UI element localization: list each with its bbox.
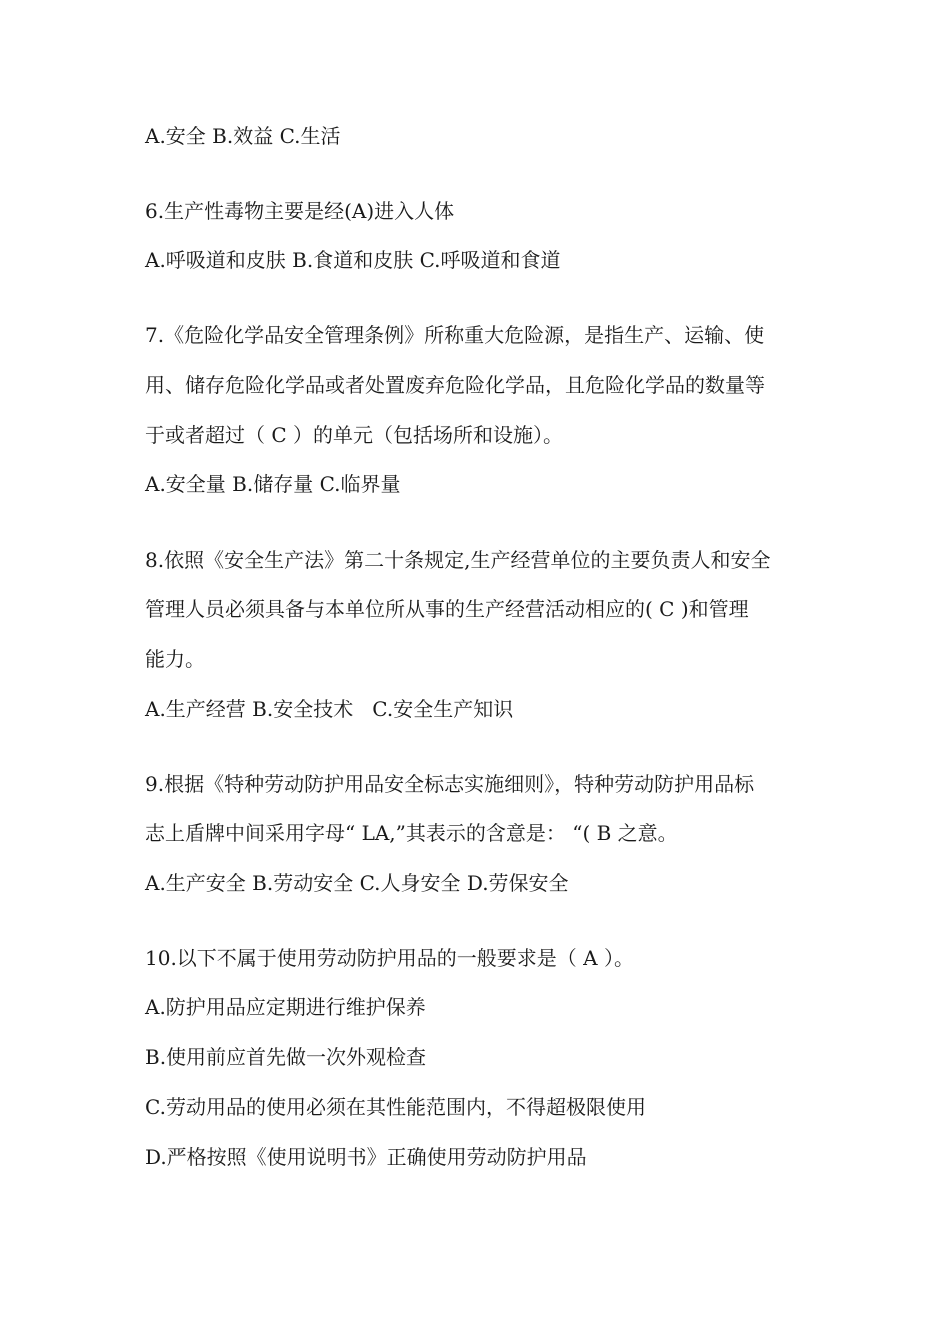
q5-options: A.安全 B.效益 C.生活 [145,124,341,148]
q7-stem-line-2: 用、储存危险化学品或者处置废弃危险化学品，且危险化学品的数量等 [145,373,765,397]
q9-stem-line-2: 志上盾牌中间采用字母“ LA,”其表示的含意是： “( B 之意。 [145,821,678,845]
q10-option-c: C.劳动用品的使用必须在其性能范围内，不得超极限使用 [145,1095,646,1119]
q8-stem-line-1: 8.依照《安全生产法》第二十条规定,生产经营单位的主要负责人和安全 [145,548,771,572]
q10-stem: 10.以下不属于使用劳动防护用品的一般要求是（ A ）。 [145,946,634,970]
q8-stem-line-2: 管理人员必须具备与本单位所从事的生产经营活动相应的( C )和管理 [145,597,749,621]
q7-options: A.安全量 B.储存量 C.临界量 [145,472,401,496]
q10-option-a: A.防护用品应定期进行维护保养 [145,995,426,1019]
q9-stem-line-1: 9.根据《特种劳动防护用品安全标志实施细则》，特种劳动防护用品标 [145,772,755,796]
q9-options: A.生产安全 B.劳动安全 C.人身安全 D.劳保安全 [145,871,569,895]
q6-stem: 6.生产性毒物主要是经(A)进入人体 [145,199,455,223]
q8-stem-line-3: 能力。 [145,647,205,671]
q8-options: A.生产经营 B.安全技术 C.安全生产知识 [145,697,514,721]
q10-option-b: B.使用前应首先做一次外观检查 [145,1045,427,1069]
q6-options: A.呼吸道和皮肤 B.食道和皮肤 C.呼吸道和食道 [145,248,561,272]
q7-stem-line-1: 7.《危险化学品安全管理条例》所称重大危险源，是指生产、运输、使 [145,323,765,347]
q7-stem-line-3: 于或者超过（ C ）的单元（包括场所和设施）。 [145,423,564,447]
q10-option-d: D.严格按照《使用说明书》正确使用劳动防护用品 [145,1145,587,1169]
